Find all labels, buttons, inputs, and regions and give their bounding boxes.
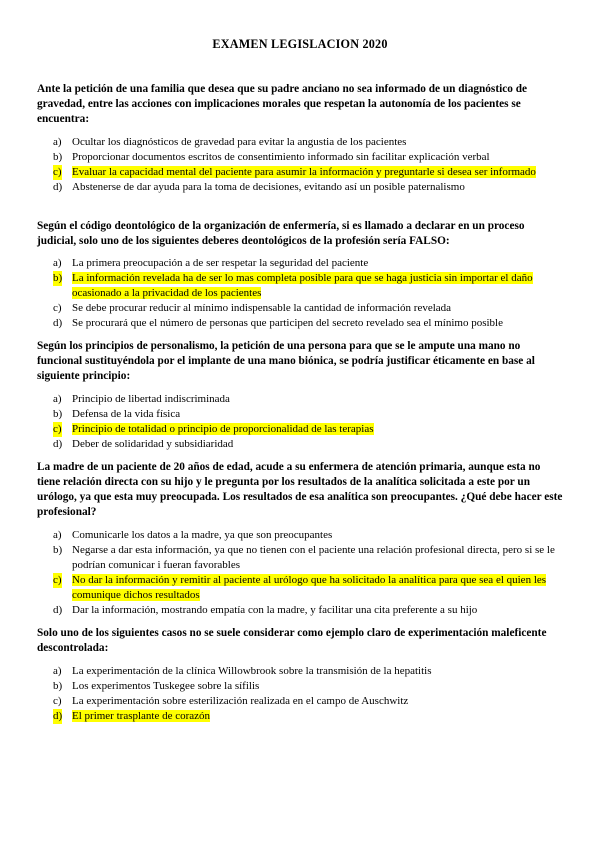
option-text: La experimentación de la clínica Willowbrook sobre la transmisión de la hepatitis — [72, 665, 432, 677]
option-5d — [53, 709, 565, 724]
option-1d — [53, 180, 565, 195]
option-5b — [53, 679, 565, 694]
option-letter: b) — [53, 543, 63, 556]
option-3a — [53, 392, 565, 407]
option-1c — [53, 165, 565, 180]
option-2a — [53, 256, 565, 271]
option-4a — [53, 528, 565, 543]
option-text: Los experimentos Tuskegee sobre la sífilis — [72, 679, 260, 692]
option-letter: b) — [53, 271, 63, 284]
exam-title: EXAMEN LEGISLACION 2020 — [212, 37, 388, 51]
option-text: Se procurará que el número de personas que participen del secreto revelado sea el mínimo posible — [72, 316, 503, 329]
option-letter: d) — [53, 437, 63, 450]
option-2c — [53, 301, 565, 316]
option-3d — [53, 437, 565, 452]
option-1b — [53, 150, 565, 165]
option-letter: c) — [53, 422, 62, 435]
option-text: La experimentación sobre esterilización realizada en el campo de Auschwitz — [72, 694, 409, 707]
option-text: Comunicarle los datos a la madre, ya que son preocupantes — [72, 529, 333, 541]
option-text: Ocultar los diagnósticos de gravedad para evitar la angustia de los pacientes — [72, 136, 407, 148]
option-text: Abstenerse de dar ayuda para la toma de decisiones, evitando así un posible paternalismo — [72, 180, 465, 193]
option-text: Negarse a dar esta información, ya que no tienen con el paciente una relación profesional directa, pero si se le podrían comunicar i fueran favorables — [72, 543, 555, 571]
option-text-highlighted: El primer trasplante de corazón — [72, 709, 211, 722]
option-text: Se debe procurar reducir al mínimo indispensable la cantidad de información revelada — [72, 301, 452, 314]
option-text: La primera preocupación a de ser respetar la seguridad del paciente — [72, 257, 369, 269]
option-letter: a) — [53, 393, 62, 405]
option-letter: a) — [53, 257, 62, 269]
option-2d — [53, 316, 565, 331]
question-1-text: Ante la petición de una familia que desea que su padre anciano no sea informado de un diagnóstico de gravedad, entre las acciones con implicaciones morales que respetan la autonomía de los pacientes se encuentra: — [37, 83, 528, 125]
option-letter: a) — [53, 665, 62, 677]
option-letter: b) — [53, 407, 63, 420]
question-4-text: La madre de un paciente de 20 años de edad, acude a su enfermera de atención primaria, aunque esta no tiene relación directa con su hijo y le pregunta por los resultados de la analítica solicitada a este por un urólogo, ya que esta muy preocupada. Los resultados de esa analítica son preocupantes. ¿Qué debe hacer este profesional? — [37, 461, 563, 518]
option-text: Dar la información, mostrando empatía con la madre, y facilitar una cita preferente a su hijo — [72, 603, 478, 616]
option-5a — [53, 664, 565, 679]
option-text: Proporcionar documentos escritos de consentimiento informado sin facilitar explicación verbal — [72, 150, 490, 163]
option-letter: c) — [53, 301, 62, 314]
question-5-text: Solo uno de los siguientes casos no se suele considerar como ejemplo claro de experimentación maleficente descontrolada: — [37, 627, 547, 654]
option-text-highlighted: La información revelada ha de ser lo mas completa posible para que se haga justicia sin importar el daño ocasionado a la privacidad de los pacientes — [72, 271, 533, 299]
option-1a — [53, 135, 565, 150]
option-4d — [53, 603, 565, 618]
option-text: Principio de libertad indiscriminada — [72, 393, 230, 405]
option-text-highlighted: Evaluar la capacidad mental del paciente para asumir la información y preguntarle si desea ser informado — [72, 165, 536, 178]
question-5-options — [53, 664, 565, 724]
option-4c — [53, 573, 565, 603]
question-3-text: Según los principios de personalismo, la petición de una persona para que se le ampute una mano no funcional sustituyéndola por el implante de una mano biónica, se podría justificar éticamente en base al siguiente principio: — [37, 340, 535, 382]
option-text-highlighted: No dar la información y remitir al paciente al urólogo que ha solicitado la analítica para que sea el quien les comunique dichos resultados — [72, 573, 547, 601]
option-3c — [53, 422, 565, 437]
option-letter: d) — [53, 180, 63, 193]
option-letter: c) — [53, 573, 62, 586]
option-letter: c) — [53, 165, 62, 178]
question-2-options — [53, 256, 565, 331]
question-4-options — [53, 528, 565, 617]
option-letter: d) — [53, 316, 63, 329]
option-letter: a) — [53, 529, 62, 541]
option-4b — [53, 543, 565, 573]
option-letter: b) — [53, 150, 63, 163]
question-1-options — [53, 135, 565, 195]
question-2-text: Según el código deontológico de la organización de enfermería, si es llamado a declarar en un proceso judicial, solo uno de los siguientes deberes deontológicos de la profesión sería FALSO: — [37, 220, 525, 247]
question-3-options — [53, 392, 565, 452]
option-letter: d) — [53, 709, 63, 722]
option-letter: b) — [53, 679, 63, 692]
option-2b — [53, 271, 565, 301]
option-letter: c) — [53, 694, 62, 707]
option-text: Defensa de la vida física — [72, 407, 181, 420]
option-5c — [53, 694, 565, 709]
option-3b — [53, 407, 565, 422]
option-text: Deber de solidaridad y subsidiaridad — [72, 437, 234, 450]
option-text-highlighted: Principio de totalidad o principio de proporcionalidad de las terapias — [72, 422, 374, 435]
option-letter: d) — [53, 603, 63, 616]
option-letter: a) — [53, 136, 62, 148]
